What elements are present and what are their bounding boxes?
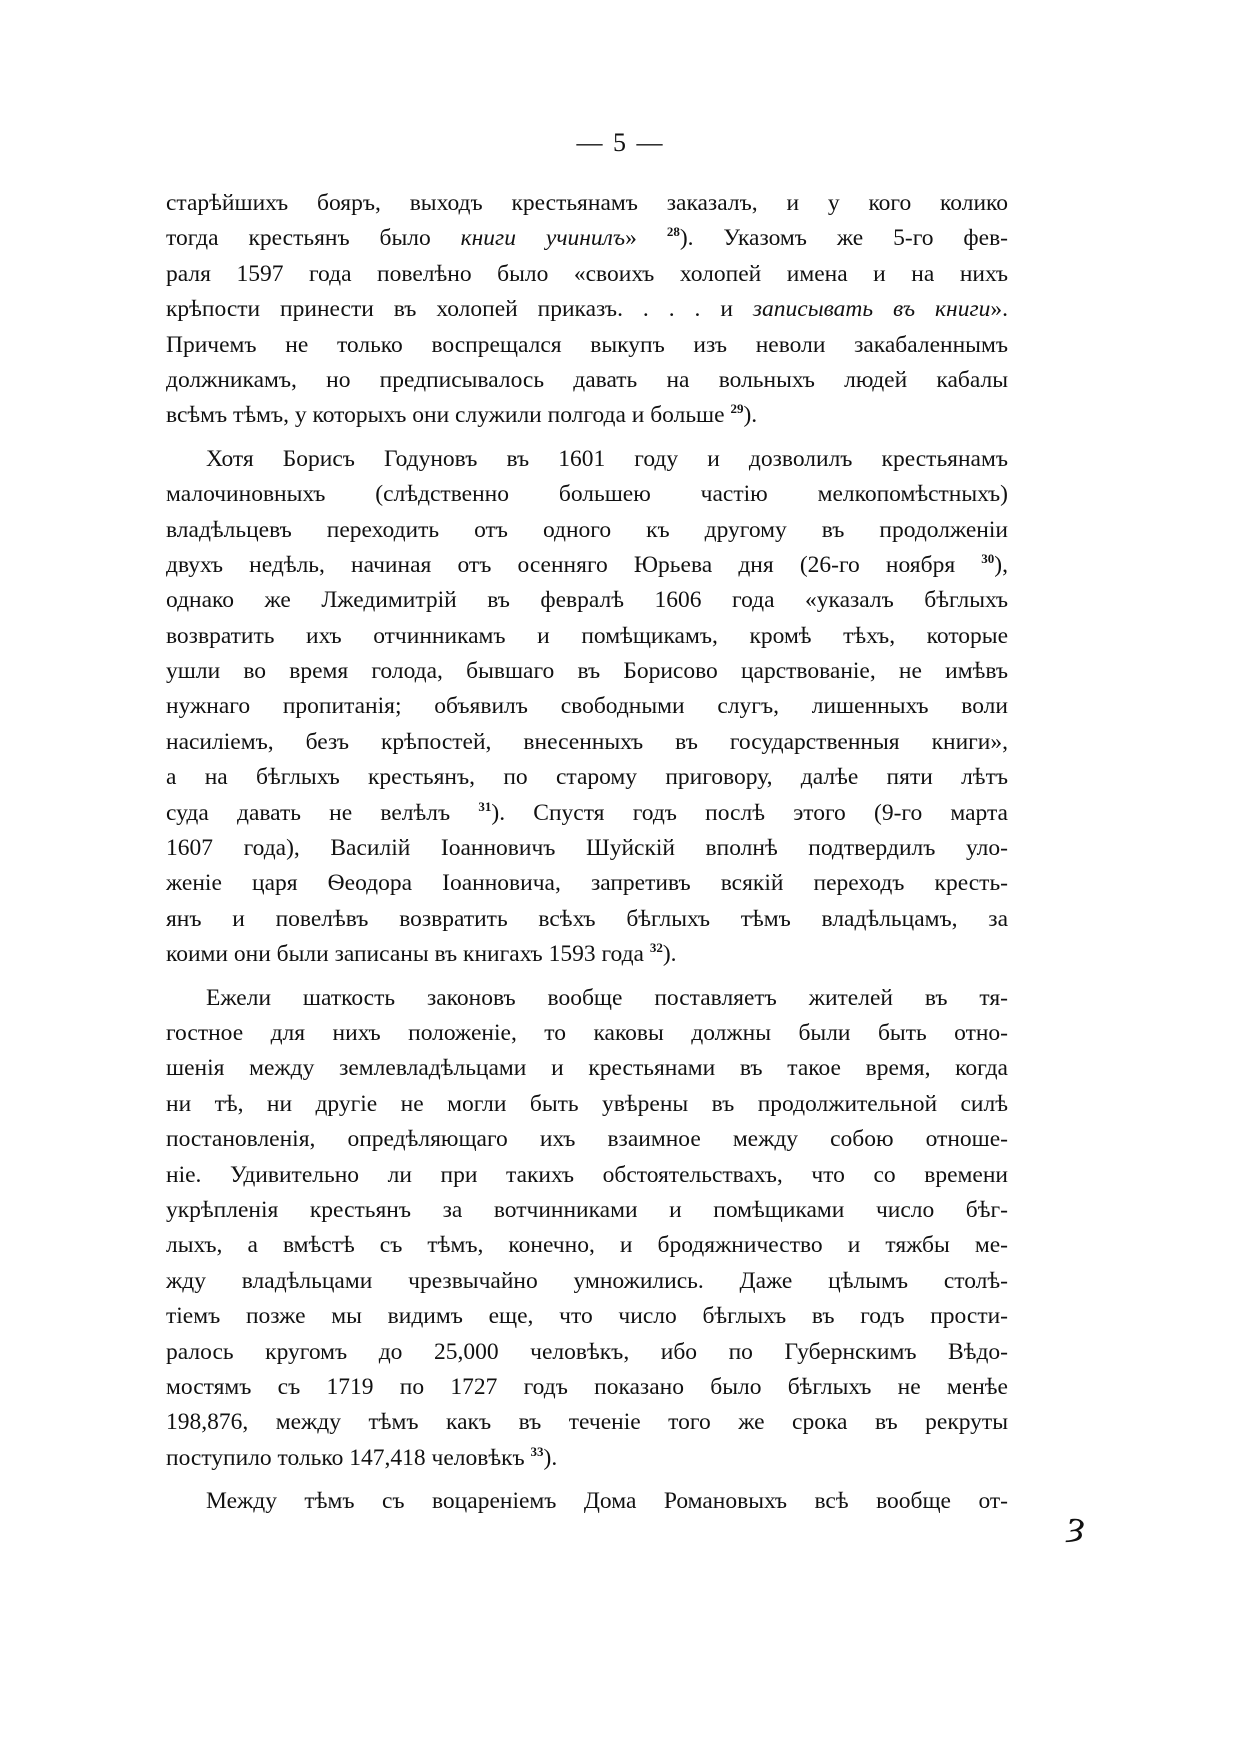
italic-text: книги учинилъ	[460, 225, 626, 252]
text-line: должникамъ, но предписывалось давать на вольныхъ людей кабалы	[166, 366, 1008, 393]
text-line: тогда крестьянъ было книги учинилъ» $^{28}$). Указомъ же 5-го фев-	[166, 224, 1008, 252]
text-line: Хотя Борисъ Годуновъ въ 1601 году и дозволилъ крестьянамъ	[206, 445, 1008, 472]
text-line: суда давать не велѣлъ $^{31}$). Спустя годъ послѣ этого (9-го марта	[166, 798, 1008, 826]
italic-text: записывать въ книги	[752, 296, 991, 323]
text-line: поступило только 147,418 человѣкъ $^{33}$).	[166, 1443, 558, 1471]
text-line: крѣпости принести въ холопей приказъ. . . . и записывать въ книги».	[166, 296, 1008, 323]
paragraph-2	[166, 442, 1008, 973]
text-line: шенія между землевладѣльцами и крестьянами въ такое время, когда	[166, 1055, 1008, 1082]
text-line: 1607 года), Василій Іоанновичъ Шуйскій вполнѣ подтвердилъ уло-	[166, 835, 1008, 862]
text-line: Причемъ не только воспрещался выкупъ изъ неволи закабаленнымъ	[166, 331, 1008, 358]
body-text	[166, 186, 1008, 1519]
footnote-ref-30: 30	[981, 550, 995, 566]
text-line: Между тѣмъ съ воцареніемъ Дома Романовыхъ всѣ вообще от-	[206, 1488, 1008, 1515]
text-line: нужнаго пропитанія; объявилъ свободными слугъ, лишенныхъ воли	[166, 693, 1008, 720]
footnote-ref-32: 32	[649, 940, 663, 956]
text-line: малочиновныхъ (слѣдственно большею частію мелкопомѣстныхъ)	[166, 481, 1008, 508]
text-line: двухъ недѣль, начиная отъ осенняго Юрьева дня (26-го ноября $^{30}$),	[166, 550, 1008, 578]
text-line: постановленія, опредѣляющаго ихъ взаимное между собою отноше-	[166, 1126, 1008, 1153]
margin-pencil-mark: ȝ	[1064, 1504, 1090, 1548]
text-line: укрѣпленія крестьянъ за вотчинниками и помѣщиками число бѣг-	[166, 1196, 1008, 1223]
text-line: жду владѣльцами чрезвычайно умножились. Даже цѣлымъ столѣ-	[166, 1267, 1008, 1294]
text-line: гостное для нихъ положеніе, то каковы должны были быть отно-	[166, 1019, 1008, 1046]
text-line: насиліемъ, безъ крѣпостей, внесенныхъ въ государственныя книги»,	[166, 728, 1008, 755]
text-line: женіе царя Ѳеодора Іоанновича, запретивъ всякій переходъ кресть-	[166, 870, 1008, 897]
text-line: Ежели шаткость законовъ вообще поставляетъ жителей въ тя-	[206, 984, 1008, 1011]
text-line: янъ и повелѣвъ возвратить всѣхъ бѣглыхъ тѣмъ владѣльцамъ, за	[166, 905, 1008, 932]
footnote-ref-29: 29	[730, 401, 744, 417]
text-line: возвратить ихъ отчинникамъ и помѣщикамъ, кромѣ тѣхъ, которые	[166, 622, 1008, 649]
text-line: ніе. Удивительно ли при такихъ обстоятельствахъ, что со времени	[166, 1161, 1008, 1188]
text-line: ни тѣ, ни другіе не могли быть увѣрены въ продолжительной силѣ	[166, 1090, 1008, 1117]
text-line: а на бѣглыхъ крестьянъ, по старому приговору, далѣе пяти лѣтъ	[166, 764, 1008, 791]
text-line: 198,876, между тѣмъ какъ въ теченіе того же срока въ рекруты	[166, 1409, 1008, 1436]
text-line: ушли во время голода, бывшаго въ Борисово царствованіе, не имѣвъ	[166, 658, 1008, 685]
footnote-ref-33: 33	[530, 1443, 544, 1459]
paragraph-1	[166, 186, 1008, 434]
text-line: раля 1597 года повелѣно было «своихъ холопей имена и на нихъ	[166, 260, 1008, 287]
text-line: владѣльцевъ переходить отъ одного къ другому въ продолженіи	[166, 516, 1008, 543]
text-line: коими они были записаны въ книгахъ 1593 года $^{32}$).	[166, 940, 677, 968]
footnote-ref-28: 28	[666, 224, 680, 240]
paragraph-3	[166, 981, 1008, 1476]
text-line: всѣмъ тѣмъ, у которыхъ они служили полгода и больше $^{29}$).	[166, 401, 758, 429]
text-line: старѣйшихъ бояръ, выходъ крестьянамъ заказалъ, и у кого колико	[166, 190, 1008, 216]
text-line: лыхъ, а вмѣстѣ съ тѣмъ, конечно, и бродяжничество и тяжбы ме-	[166, 1232, 1008, 1259]
footnote-ref-31: 31	[478, 798, 492, 814]
text-line: ралось кругомъ до 25,000 человѣкъ, ибо по Губернскимъ Вѣдо-	[166, 1338, 1008, 1365]
text-line: однако же Лжедимитрій въ февралѣ 1606 года «указалъ бѣглыхъ	[166, 587, 1008, 614]
paragraph-4	[166, 1484, 1008, 1519]
page-number: — 5 —	[576, 128, 665, 157]
text-line: мостямъ съ 1719 по 1727 годъ показано было бѣглыхъ не менѣе	[166, 1373, 1008, 1400]
text-line: тіемъ позже мы видимъ еще, что число бѣглыхъ въ годъ прости-	[166, 1303, 1008, 1330]
